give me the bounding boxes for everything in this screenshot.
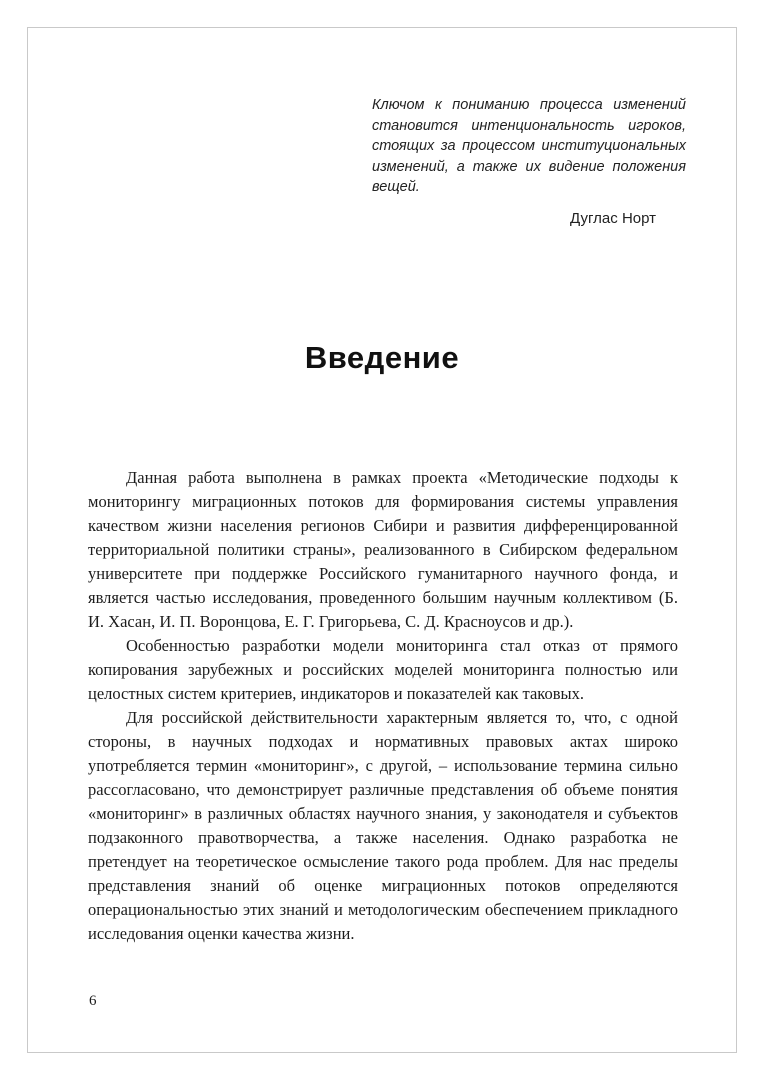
epigraph: [372, 95, 686, 229]
paragraph-3: Для российской действительности характерным является то, что, с одной стороны, в научных подходах и нормативных правовых актах широко употребляется термин «мониторинг», с другой, – использование термина сильно рассогласовано, что демонстрирует различные представления об объеме понятия «мониторинг» в различных областях научного знания, у законодателя и субъектов подзаконного правотворчества, а также населения. Однако разработка не претендует на теоретическое осмысление такого рода проблем. Для нас пределы представления знаний об оценке миграционных потоков определяются операциональностью этих знаний и методологическим обеспечением прикладного исследования оценки качества жизни.: [88, 708, 678, 943]
body-text: [88, 466, 678, 946]
chapter-title: Введение: [304, 340, 460, 375]
paragraph-1: Данная работа выполнена в рамках проекта «Методические подходы к мониторингу миграционных потоков для формирования системы управления качеством жизни населения регионов Сибири и развития дифференцированной территориальной политики страны», реализованного в Сибирском федеральном университете при поддержке Российского гуманитарного научного фонда, и является частью исследования, проведенного большим научным коллективом (Б. И. Хасан, И. П. Воронцова, Е. Г. Григорьева, С. Д. Красноусов и др.).: [88, 468, 678, 631]
epigraph-text: Ключом к пониманию процесса изменений становится интенциональность игроков, стоящих за процессом институциональных изменений, а также их видение положения вещей.: [372, 97, 686, 195]
page-number: 6: [89, 993, 97, 1009]
epigraph-attribution: Дуглас Норт: [570, 209, 656, 227]
paragraph-2: Особенностью разработки модели мониторинга стал отказ от прямого копирования зарубежных и российских моделей мониторинга полностью или целостных систем критериев, индикаторов и показателей как таковых.: [88, 636, 678, 703]
